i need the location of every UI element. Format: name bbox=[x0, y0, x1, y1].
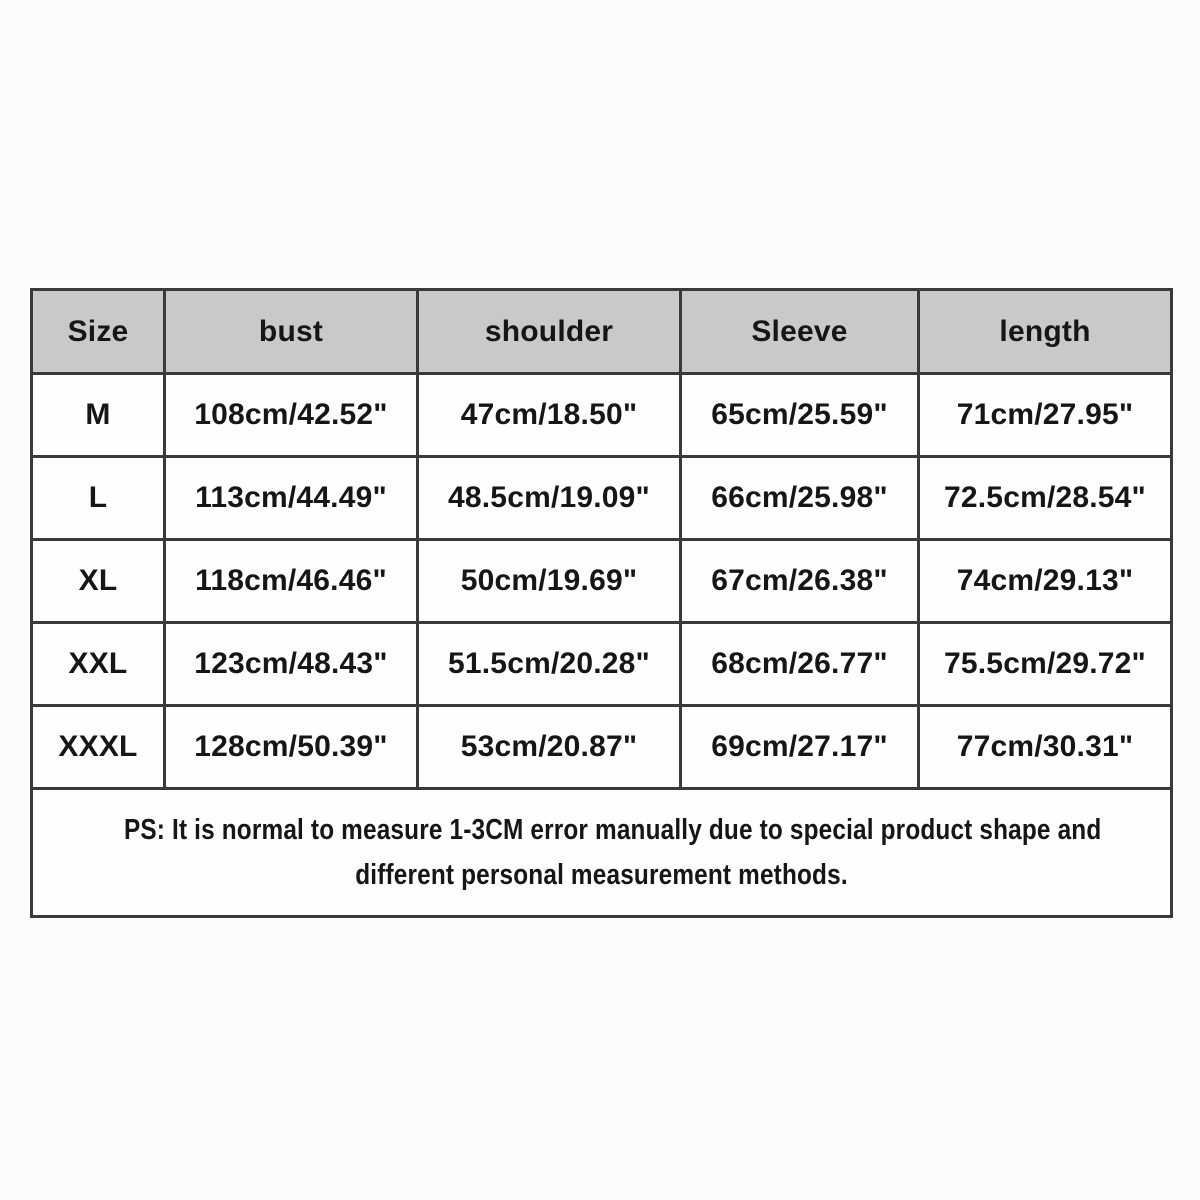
sleeve-cell: 65cm/25.59" bbox=[681, 374, 919, 457]
length-cell: 77cm/30.31" bbox=[919, 706, 1172, 789]
size-cell: XXL bbox=[32, 623, 165, 706]
shoulder-cell: 48.5cm/19.09" bbox=[418, 457, 681, 540]
bust-cell: 123cm/48.43" bbox=[165, 623, 418, 706]
sleeve-cell: 69cm/27.17" bbox=[681, 706, 919, 789]
table-row-m bbox=[32, 374, 1172, 457]
size-cell: XL bbox=[32, 540, 165, 623]
size-cell: XXXL bbox=[32, 706, 165, 789]
sleeve-cell: 68cm/26.77" bbox=[681, 623, 919, 706]
table-row-xxxl bbox=[32, 706, 1172, 789]
header-cell-shoulder: shoulder bbox=[418, 290, 681, 374]
size-cell: M bbox=[32, 374, 165, 457]
table-row-xxl bbox=[32, 623, 1172, 706]
size-cell: L bbox=[32, 457, 165, 540]
table-row-xl bbox=[32, 540, 1172, 623]
size-chart-table bbox=[30, 288, 1173, 918]
header-cell-size: Size bbox=[32, 290, 165, 374]
header-cell-length: length bbox=[919, 290, 1172, 374]
bust-cell: 108cm/42.52" bbox=[165, 374, 418, 457]
length-cell: 74cm/29.13" bbox=[919, 540, 1172, 623]
header-cell-bust: bust bbox=[165, 290, 418, 374]
note-line-1: PS: It is normal to measure 1-3CM error manually due to special product shape and bbox=[123, 813, 1102, 846]
measurement-note-cell bbox=[32, 789, 1172, 917]
header-row bbox=[32, 290, 1172, 374]
bust-cell: 113cm/44.49" bbox=[165, 457, 418, 540]
sleeve-cell: 67cm/26.38" bbox=[681, 540, 919, 623]
note-row bbox=[32, 789, 1172, 917]
length-cell: 71cm/27.95" bbox=[919, 374, 1172, 457]
shoulder-cell: 47cm/18.50" bbox=[418, 374, 681, 457]
shoulder-cell: 50cm/19.69" bbox=[418, 540, 681, 623]
length-cell: 72.5cm/28.54" bbox=[919, 457, 1172, 540]
note-line-2: different personal measurement methods. bbox=[355, 858, 848, 891]
sleeve-cell: 66cm/25.98" bbox=[681, 457, 919, 540]
shoulder-cell: 53cm/20.87" bbox=[418, 706, 681, 789]
table-row-l bbox=[32, 457, 1172, 540]
shoulder-cell: 51.5cm/20.28" bbox=[418, 623, 681, 706]
header-cell-sleeve: Sleeve bbox=[681, 290, 919, 374]
bust-cell: 128cm/50.39" bbox=[165, 706, 418, 789]
bust-cell: 118cm/46.46" bbox=[165, 540, 418, 623]
length-cell: 75.5cm/29.72" bbox=[919, 623, 1172, 706]
